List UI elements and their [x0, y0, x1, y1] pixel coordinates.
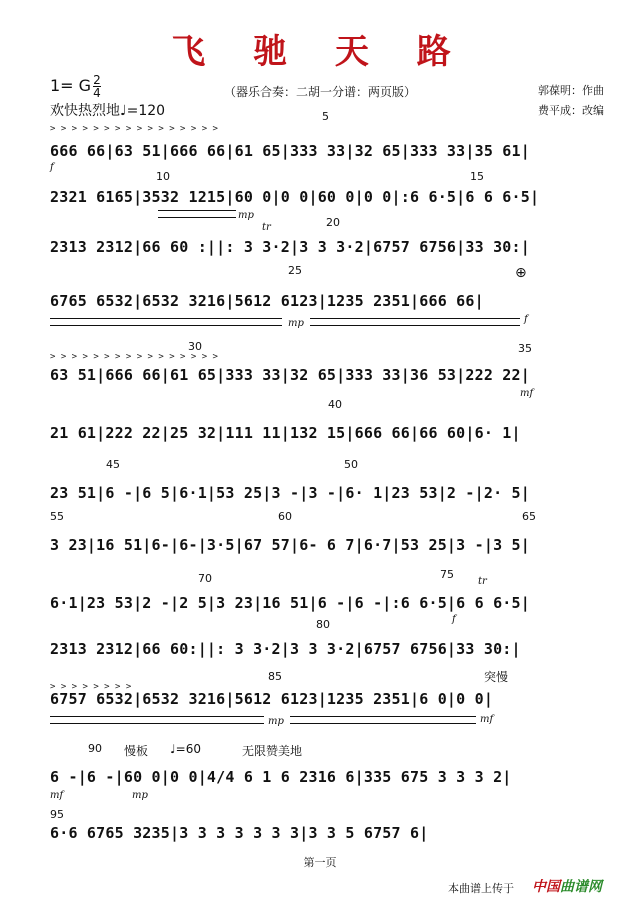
measure-number: 25 [288, 264, 302, 277]
hairpin-line [290, 716, 476, 724]
measure-number: 85 [268, 670, 282, 683]
score-line-1: 666 66|63 51|666 66|61 65|333 33|32 65|333 33|35 61| [50, 142, 530, 160]
subtitle: （器乐合奏：二胡一分谱：两页版） [223, 85, 416, 99]
upload-credit: 本曲谱上传于 [448, 882, 514, 895]
score-line-7: 23 51|6 -|6 5|6·1|53 25|3 -|3 -|6· 1|23 53|2 -|2· 5| [50, 484, 530, 502]
time-bottom: 4 [93, 86, 101, 100]
dynamic-mark: f [452, 614, 456, 625]
dynamic-mark: f [524, 314, 528, 325]
praise-annotation: 无限赞美地 [242, 744, 303, 758]
measure-number: 50 [344, 458, 358, 471]
slow-tempo-annotation: ♩=60 [170, 742, 201, 756]
time-top: 2 [93, 73, 101, 87]
coda-icon: ⊕ [515, 265, 527, 281]
measure-number: 35 [518, 342, 532, 355]
arranger-credit: 费平成：改编 [538, 104, 604, 117]
site-logo [532, 876, 602, 896]
tempo-value: ♩=120 [120, 103, 166, 119]
score-line-2: 2321 6165|3532 1215|60 0|0 0|60 0|0 0|:6 6·5|6 6 6·5| [50, 188, 540, 206]
measure-number: 15 [470, 170, 484, 183]
score-line-11: 6757 6532|6532 3216|5612 6123|1235 2351|6 0|0 0| [50, 690, 494, 708]
measure-number: 95 [50, 808, 64, 821]
score-line-12: 6 -|6 -|60 0|0 0|4/4 6 1 6 2316 6|335 675 3 3 3 2| [50, 768, 512, 786]
score-line-8: 3 23|16 51|6-|6-|3·5|67 57|6- 6 7|6·7|53 25|3 -|3 5| [50, 536, 530, 554]
site-logo-green: 曲谱网 [560, 879, 602, 895]
measure-number: 45 [106, 458, 120, 471]
measure-number: 10 [156, 170, 170, 183]
score-line-9: 6·1|23 53|2 -|2 5|3 23|16 51|6 -|6 -|:6 6·5|6 6 6·5| [50, 594, 530, 612]
measure-number: 60 [278, 510, 292, 523]
measure-number: 20 [326, 216, 340, 229]
hairpin-line [310, 318, 520, 326]
dynamic-mark: mp [288, 318, 304, 329]
hairpin-line [50, 318, 282, 326]
dynamic-mark: mp [268, 716, 284, 727]
sudden-slow-annotation: 突慢 [484, 670, 509, 684]
measure-number: 90 [88, 742, 102, 755]
tempo-text: 欢快热烈地 [50, 103, 120, 119]
slow-board-annotation: 慢板 [124, 744, 149, 758]
score-title: 飞 驰 天 路 [171, 32, 469, 72]
dynamic-mark: f [50, 162, 54, 173]
dynamic-mark: mf [480, 714, 494, 725]
dynamic-mark: mf [50, 790, 64, 801]
score-line-3: 2313 2312|66 60 :||: 3 3·2|3 3 3·2|6757 6756|33 30:| [50, 238, 530, 256]
measure-number: 65 [522, 510, 536, 523]
score-line-10: 2313 2312|66 60:||: 3 3·2|3 3 3·2|6757 6756|33 30:| [50, 640, 521, 658]
measure-number: 5 [322, 110, 329, 123]
composer-credit: 郭葆明：作曲 [538, 84, 604, 97]
site-logo-red: 中国 [532, 879, 560, 895]
tempo-marking [50, 100, 165, 120]
accent-marks: > > > > > > > > > > > > > > > > [50, 352, 218, 362]
measure-number: 70 [198, 572, 212, 585]
score-line-6: 21 61|222 22|25 32|111 11|132 15|666 66|66 60|6· 1| [50, 424, 521, 442]
trill-mark: tr [262, 222, 271, 233]
measure-number: 55 [50, 510, 64, 523]
dynamic-mark: mp [132, 790, 148, 801]
score-line-13: 6·6 6765 3235|3 3 3 3 3 3 3|3 3 5 6757 6| [50, 824, 429, 842]
dynamic-mark: mf [520, 388, 534, 399]
trill-mark: tr [478, 576, 487, 587]
measure-number: 30 [188, 340, 202, 353]
dynamic-mark: mp [238, 210, 254, 221]
measure-number: 80 [316, 618, 330, 631]
hairpin-line [50, 716, 264, 724]
hairpin-line [158, 210, 236, 218]
accent-marks: > > > > > > > > [50, 682, 132, 692]
key-text: 1= G [50, 76, 92, 95]
accent-marks: > > > > > > > > > > > > > > > > [50, 124, 218, 134]
measure-number: 40 [328, 398, 342, 411]
page-label: 第一页 [303, 856, 337, 869]
score-line-5: 63 51|666 66|61 65|333 33|32 65|333 33|36 53|222 22| [50, 366, 530, 384]
measure-number: 75 [440, 568, 454, 581]
score-line-4: 6765 6532|6532 3216|5612 6123|1235 2351|666 66| [50, 292, 484, 310]
